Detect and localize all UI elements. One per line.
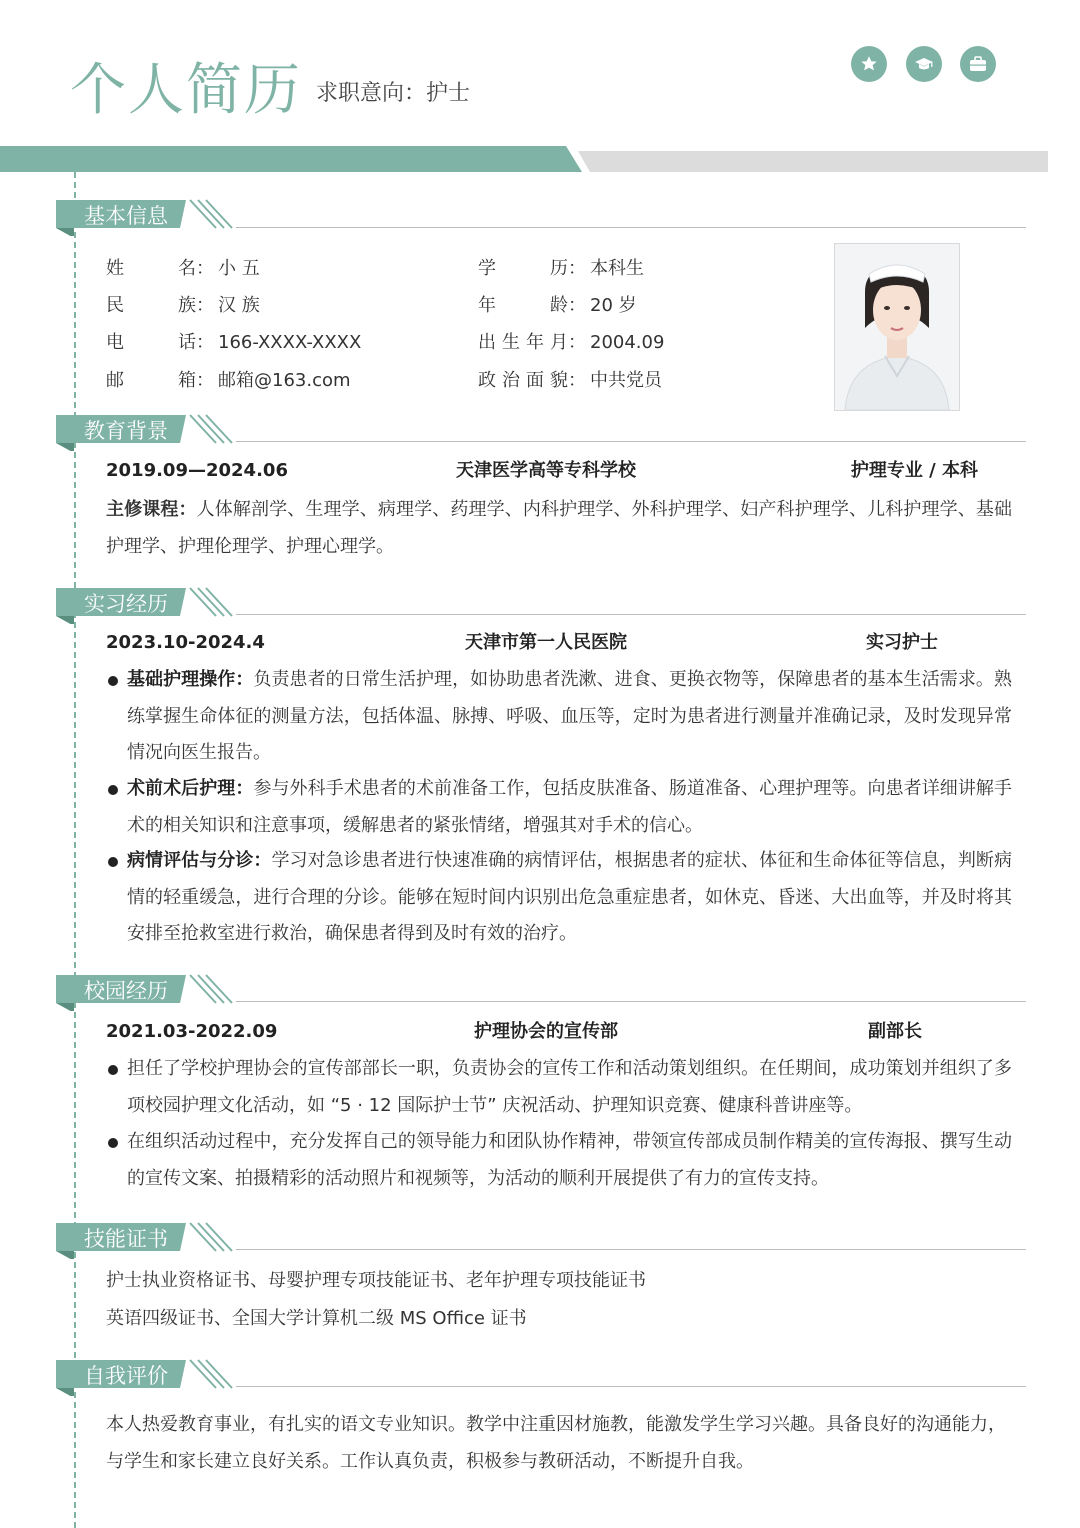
campus-org: 护理协会的宣传部 bbox=[474, 1021, 618, 1042]
item-title: 术前术后护理： bbox=[127, 778, 254, 799]
info-label: 民族 bbox=[106, 295, 196, 316]
education-row bbox=[106, 456, 986, 486]
section-title: 技能证书 bbox=[84, 1227, 168, 1251]
info-degree: 学历： 本科生 bbox=[478, 254, 644, 284]
internship-period: 2023.10-2024.4 bbox=[106, 632, 265, 653]
info-value: 166-XXXX-XXXX bbox=[218, 332, 362, 353]
info-label: 政治面貌 bbox=[478, 370, 568, 391]
internship-row bbox=[106, 628, 986, 658]
section-rule bbox=[236, 227, 1026, 228]
section-header-skills bbox=[56, 1219, 236, 1259]
graduation-cap-icon bbox=[906, 46, 942, 82]
education-period: 2019.09—2024.06 bbox=[106, 460, 288, 481]
item-text: 担任了学校护理协会的宣传部部长一职，负责协会的宣传工作和活动策划组织。在任期间，成功策划并组织了多项校园护理文化活动，如 “5 · 12 国际护士节” 庆祝活动、护理知识竞赛、健康科普讲座等。 bbox=[127, 1058, 1012, 1116]
education-school: 天津医学高等专科学校 bbox=[456, 460, 636, 481]
info-value: 中共党员 bbox=[590, 370, 662, 391]
education-courses bbox=[106, 491, 1012, 565]
info-political: 政治面貌： 中共党员 bbox=[478, 366, 662, 396]
courses-label: 主修课程： bbox=[106, 499, 197, 520]
info-label: 姓名 bbox=[106, 258, 196, 279]
info-label: 学历 bbox=[478, 258, 568, 279]
section-title: 校园经历 bbox=[84, 979, 168, 1003]
item-text: 参与外科手术患者的术前准备工作，包括皮肤准备、肠道准备、心理护理等。向患者详细讲解手术的相关知识和注意事项，缓解患者的紧张情绪，增强其对手术的信心。 bbox=[127, 778, 1012, 836]
info-value: 小 五 bbox=[218, 258, 260, 279]
item-text: 学习对急诊患者进行快速准确的病情评估，根据患者的症状、体征和生命体征等信息，判断病情的轻重缓急，进行合理的分诊。能够在短时间内识别出危急重症患者，如休克、昏迷、大出血等，并及时将其安排至抢救室进行救治，确保患者得到及时有效的治疗。 bbox=[127, 850, 1012, 944]
section-rule bbox=[236, 1386, 1026, 1387]
section-rule bbox=[236, 1001, 1026, 1002]
page-title: 个人简历 bbox=[70, 58, 302, 123]
job-objective bbox=[316, 76, 470, 107]
internship-item bbox=[106, 771, 1012, 844]
objective-label: 求职意向： bbox=[316, 81, 427, 106]
info-label: 邮箱 bbox=[106, 370, 196, 391]
info-name: 姓名： 小 五 bbox=[106, 254, 260, 284]
skills-line: 英语四级证书、全国大学计算机二级 MS Office 证书 bbox=[106, 1308, 527, 1329]
objective-value: 护士 bbox=[426, 81, 471, 106]
campus-item bbox=[106, 1124, 1012, 1197]
info-value: 2004.09 bbox=[590, 332, 665, 353]
section-header-campus bbox=[56, 971, 236, 1011]
star-icon bbox=[851, 46, 887, 82]
info-email: 邮箱： 邮箱@163.com bbox=[106, 366, 351, 396]
campus-period: 2021.03-2022.09 bbox=[106, 1021, 278, 1042]
info-phone: 电话： 166-XXXX-XXXX bbox=[106, 328, 361, 358]
internship-org: 天津市第一人民医院 bbox=[465, 632, 627, 653]
info-value: 邮箱@163.com bbox=[218, 370, 351, 391]
courses-text: 人体解剖学、生理学、病理学、药理学、内科护理学、外科护理学、妇产科护理学、儿科护理学、基础护理学、护理伦理学、护理心理学。 bbox=[106, 499, 1013, 557]
section-header-self-eval bbox=[56, 1356, 236, 1396]
section-header-internship bbox=[56, 584, 236, 624]
item-title: 基础护理操作： bbox=[127, 669, 254, 690]
info-label: 出生年月 bbox=[478, 332, 568, 353]
section-rule bbox=[236, 1249, 1026, 1250]
section-header-education bbox=[56, 411, 236, 451]
header-band bbox=[0, 146, 1080, 172]
campus-row bbox=[106, 1017, 986, 1047]
section-rule bbox=[236, 441, 1026, 442]
info-label: 年龄 bbox=[478, 295, 568, 316]
internship-item bbox=[106, 843, 1012, 953]
info-value: 20 岁 bbox=[590, 295, 637, 316]
info-ethnicity: 民族： 汉 族 bbox=[106, 291, 260, 321]
campus-role: 副部长 bbox=[868, 1021, 922, 1042]
info-value: 本科生 bbox=[590, 258, 644, 279]
info-age: 年龄： 20 岁 bbox=[478, 291, 637, 321]
section-header-basic bbox=[56, 196, 236, 236]
internship-role: 实习护士 bbox=[866, 632, 938, 653]
info-birth: 出生年月： 2004.09 bbox=[478, 328, 664, 358]
section-rule bbox=[236, 614, 1026, 615]
section-title: 实习经历 bbox=[84, 592, 168, 616]
section-title: 教育背景 bbox=[84, 419, 168, 443]
section-title: 基本信息 bbox=[84, 204, 168, 228]
item-text: 在组织活动过程中，充分发挥自己的领导能力和团队协作精神，带领宣传部成员制作精美的宣传海报、撰写生动的宣传文案、拍摄精彩的活动照片和视频等，为活动的顺利开展提供了有力的宣传支持。 bbox=[127, 1131, 1012, 1189]
info-value: 汉 族 bbox=[218, 295, 260, 316]
section-title: 自我评价 bbox=[84, 1364, 168, 1388]
briefcase-icon bbox=[960, 46, 996, 82]
self-eval-text: 本人热爱教育事业，有扎实的语文专业知识。教学中注重因材施教，能激发学生学习兴趣。具备良好的沟通能力，与学生和家长建立良好关系。工作认真负责，积极参与教研活动，不断提升自我。 bbox=[106, 1414, 1006, 1472]
item-text: 负责患者的日常生活护理，如协助患者洗漱、进食、更换衣物等，保障患者的基本生活需求。熟练掌握生命体征的测量方法，包括体温、脉搏、呼吸、血压等，定时为患者进行测量并准确记录，及时发现异常情况向医生报告。 bbox=[127, 669, 1012, 763]
education-major: 护理专业 / 本科 bbox=[850, 460, 978, 481]
internship-item bbox=[106, 662, 1012, 772]
skills-line: 护士执业资格证书、母婴护理专项技能证书、老年护理专项技能证书 bbox=[106, 1270, 646, 1291]
campus-item bbox=[106, 1051, 1012, 1124]
item-title: 病情评估与分诊： bbox=[127, 850, 272, 871]
profile-photo bbox=[834, 243, 960, 411]
timeline-line bbox=[74, 172, 76, 1528]
info-label: 电话 bbox=[106, 332, 196, 353]
